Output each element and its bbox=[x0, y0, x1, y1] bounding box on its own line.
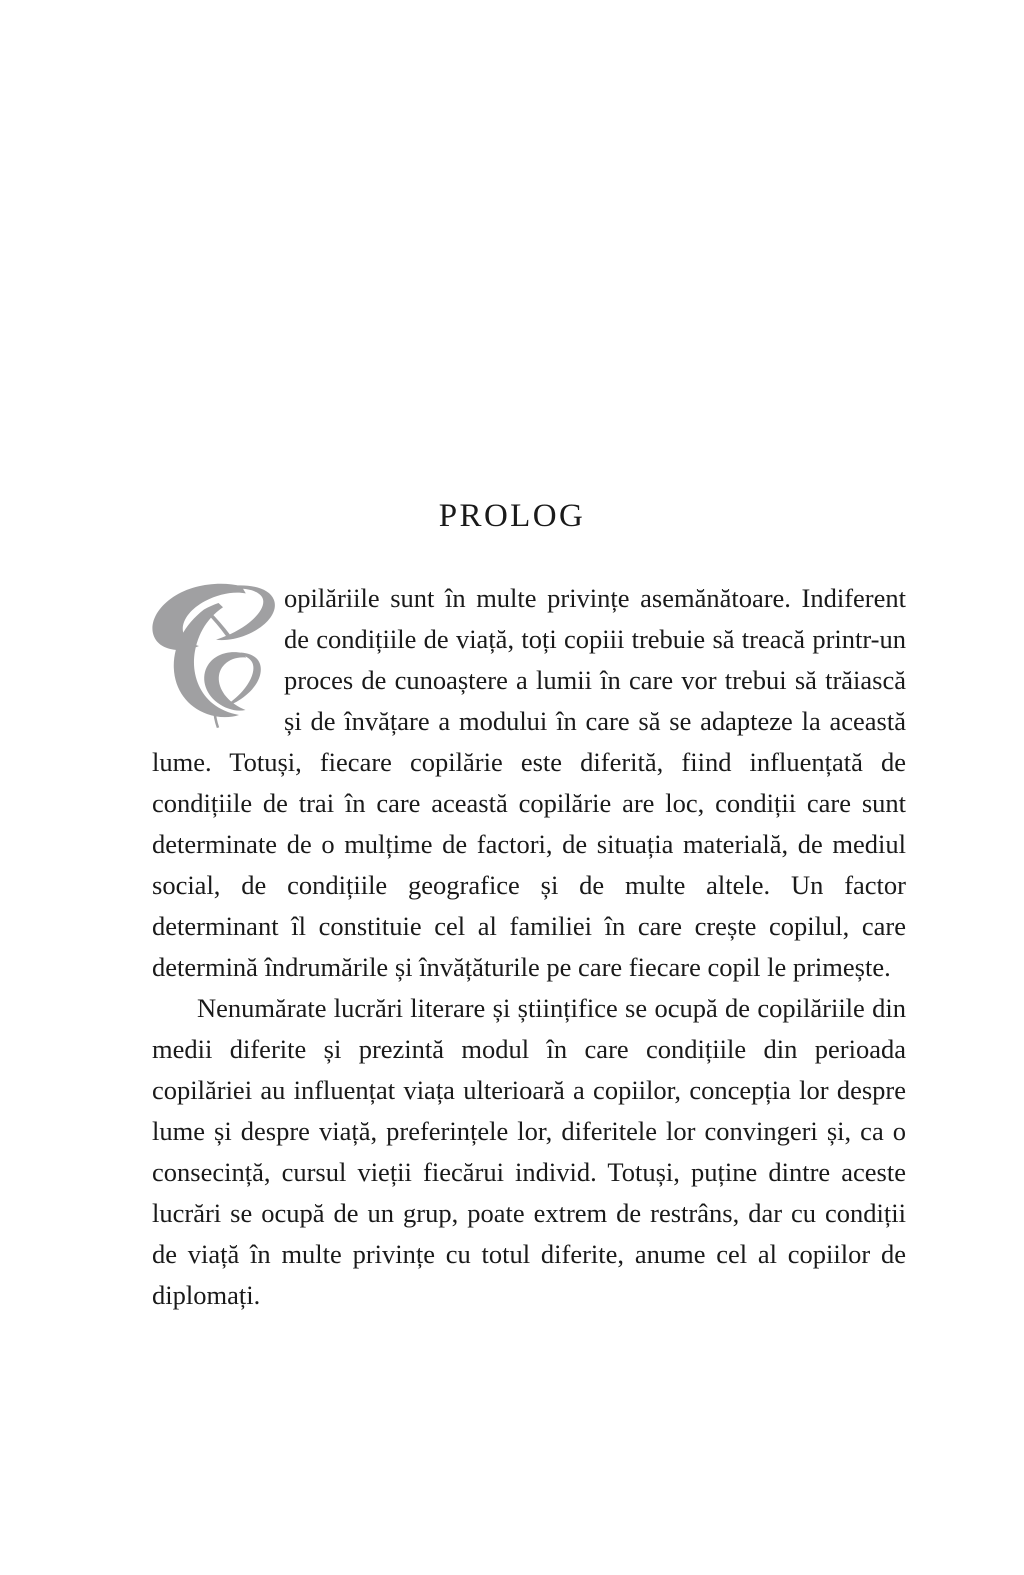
paragraph-1-text: opilăriile sunt în multe privințe asemănătoare. Indiferent de condițiile de viață, toți copiii trebuie să treacă printr-un proces de cunoaștere a lumii în care vor trebui să trăiască și de învățare a modului în care să se adapteze la această lume. Totuși, fiecare copilărie este diferită, fiind influențată de condițiile de trai în care această copilărie are loc, condiții care sunt determinate de o mulțime de factori, de situația materială, de mediul social, de condițiile geografice și de multe altele. Un factor determinant îl constituie cel al familiei în care crește copilul, care determină îndrumările și învățăturile pe care fiecare copil le primește. bbox=[152, 583, 906, 982]
page-title: PROLOG bbox=[438, 498, 586, 535]
paragraph-2 bbox=[152, 988, 906, 1316]
body-text-block bbox=[152, 578, 906, 1316]
paragraph-2-text: Nenumărate lucrări literare și științifice se ocupă de copilăriile din medii diferite și prezintă modul în care condițiile din perioada copilăriei au influențat viața ulterioară a copiilor, concepția lor despre lume și despre viață, preferințele lor, diferitele lor convingeri și, ca o consecință, cursul vieții fiecărui individ. Totuși, puține dintre aceste lucrări se ocupă de un grup, poate extrem de restrâns, dar cu condiții de viață în multe privințe cu totul diferite, anume cel al copiilor de diplomați. bbox=[152, 993, 906, 1310]
dropcap-letter-c-icon bbox=[146, 580, 280, 703]
paragraph-1 bbox=[152, 578, 906, 988]
